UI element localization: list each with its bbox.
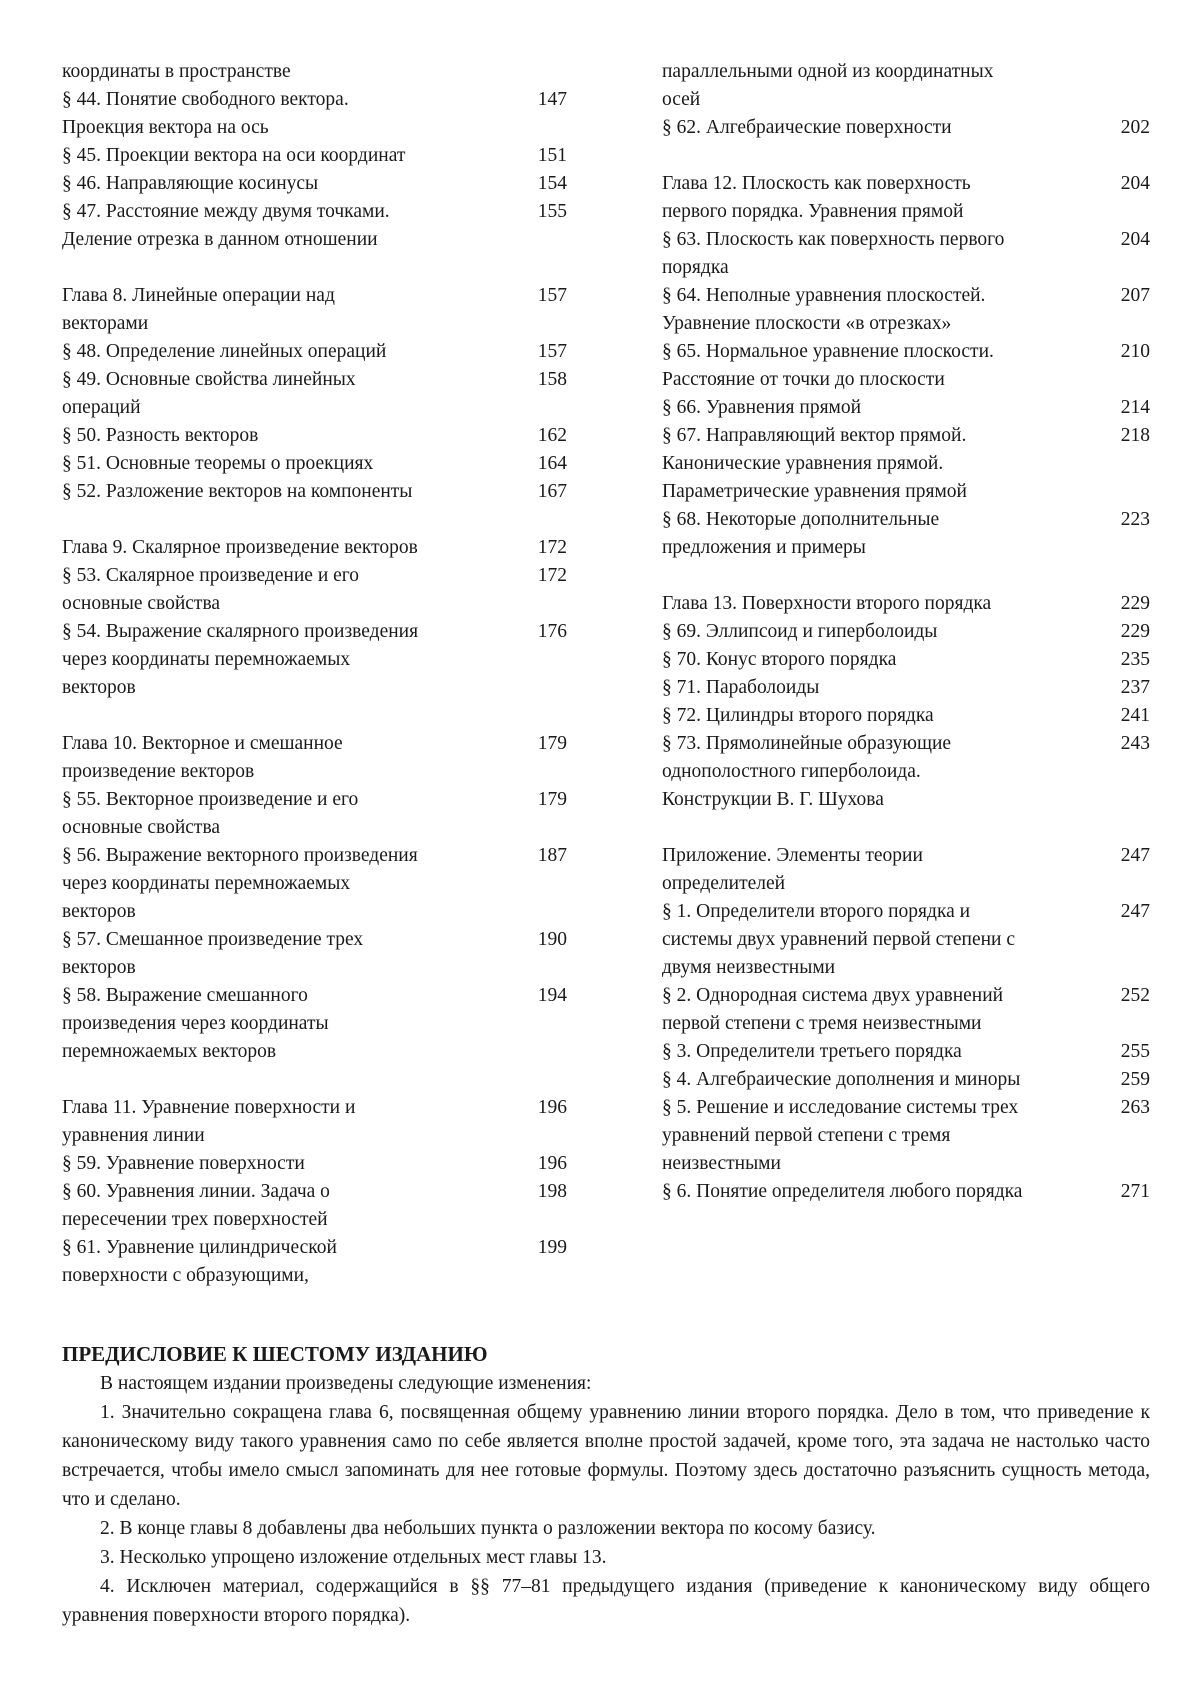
toc-entry-title: § 65. Нормальное уравнение плоскости. Расстояние от точки до плоскости	[662, 341, 994, 390]
toc-entry	[62, 786, 567, 842]
toc-entry-title: § 60. Уравнения линии. Задача о пересечении трех поверхностей	[62, 1181, 330, 1230]
toc-entry-title: § 59. Уравнение поверхности	[62, 1153, 305, 1174]
toc-entry-page: 155	[537, 201, 567, 222]
toc-entry-page: 190	[537, 929, 567, 950]
toc-entry	[62, 142, 567, 170]
toc-entry-page: 179	[537, 733, 567, 754]
toc-left-column	[62, 58, 567, 1290]
toc-entry-page: 158	[537, 369, 567, 390]
toc-entry-title: § 1. Определители второго порядка и системы двух уравнений первой степени с двумя неизвестными	[662, 901, 1016, 978]
toc-entry	[662, 58, 1150, 114]
preface-paragraph: 1. Значительно сокращена глава 6, посвященная общему уравнению линии второго порядка. Дело в том, что приведение к каноническому виду такого уравнения само по себе является вполне простой задачей, кроме того, эта задача не настолько часто встречается, чтобы имело смысл запоминать для нее готовые формулы. Поэтому здесь достаточно разъяснить сущность метода, что и сделано.	[62, 1402, 1150, 1510]
toc-entry-title: Глава 12. Плоскость как поверхность первого порядка. Уравнения прямой	[662, 173, 971, 222]
toc-entry-page: 196	[537, 1153, 567, 1174]
toc-entry-page: 176	[537, 621, 567, 642]
toc-entry-page: 263	[1120, 1097, 1150, 1118]
toc-entry-page: 255	[1120, 1041, 1150, 1062]
toc-entry-title: Приложение. Элементы теории определителей	[662, 845, 923, 894]
toc-entry	[62, 198, 567, 254]
toc-entry	[62, 926, 567, 982]
toc-entry-page: 229	[1120, 593, 1150, 614]
toc-entry-page: 157	[537, 341, 567, 362]
toc-entry-title: § 49. Основные свойства линейных операций	[62, 369, 356, 418]
toc-chapter-entry	[62, 1094, 567, 1150]
toc-entry	[62, 422, 567, 450]
toc-entry-page: 243	[1120, 733, 1150, 754]
toc-entry	[62, 450, 567, 478]
toc-entry	[662, 982, 1150, 1038]
table-of-contents	[62, 58, 1150, 1290]
toc-entry-title: § 62. Алгебраические поверхности	[662, 117, 952, 138]
toc-chapter-entry	[62, 282, 567, 338]
toc-entry	[662, 394, 1150, 422]
toc-entry-title: § 58. Выражение смешанного произведения через координаты перемножаемых векторов	[62, 985, 329, 1062]
toc-entry-title: § 2. Однородная система двух уравнений первой степени с тремя неизвестными	[662, 985, 1004, 1034]
toc-entry-title: параллельными одной из координатных осей	[662, 61, 994, 110]
toc-entry-title: координаты в пространстве	[62, 61, 291, 82]
toc-entry-title: § 69. Эллипсоид и гиперболоиды	[662, 621, 938, 642]
toc-entry-page: 167	[537, 481, 567, 502]
toc-entry-title: § 72. Цилиндры второго порядка	[662, 705, 934, 726]
toc-right-column	[662, 58, 1150, 1290]
toc-entry	[62, 338, 567, 366]
toc-entry	[62, 1234, 567, 1290]
toc-entry-page: 172	[537, 565, 567, 586]
toc-entry	[662, 282, 1150, 338]
toc-entry	[62, 86, 567, 142]
toc-entry-title: § 66. Уравнения прямой	[662, 397, 862, 418]
toc-entry-page: 162	[537, 425, 567, 446]
toc-entry-title: Глава 9. Скалярное произведение векторов	[62, 537, 418, 558]
toc-entry	[662, 702, 1150, 730]
toc-entry	[662, 898, 1150, 982]
toc-entry-title: Глава 8. Линейные операции над векторами	[62, 285, 335, 334]
toc-entry-page: 164	[537, 453, 567, 474]
toc-entry-page: 237	[1120, 677, 1150, 698]
toc-entry-title: § 56. Выражение векторного произведения через координаты перемножаемых векторов	[62, 845, 418, 922]
preface-body	[62, 1369, 1150, 1630]
toc-entry	[662, 1094, 1150, 1178]
toc-entry	[662, 1066, 1150, 1094]
toc-entry	[62, 1178, 567, 1234]
toc-entry-page: 194	[537, 985, 567, 1006]
preface-title: ПРЕДИСЛОВИЕ К ШЕСТОМУ ИЗДАНИЮ	[62, 1342, 488, 1366]
toc-entry-page: 196	[537, 1097, 567, 1118]
toc-entry-page: 223	[1120, 509, 1150, 530]
toc-entry	[662, 674, 1150, 702]
toc-entry	[62, 618, 567, 702]
toc-entry-title: § 67. Направляющий вектор прямой. Канонические уравнения прямой. Параметрические уравнения прямой	[662, 425, 967, 502]
toc-entry-title: § 48. Определение линейных операций	[62, 341, 387, 362]
toc-entry-page: 229	[1120, 621, 1150, 642]
toc-chapter-entry	[662, 842, 1150, 898]
toc-entry-page: 147	[537, 89, 567, 110]
preface-paragraph: 2. В конце главы 8 добавлены два небольших пункта о разложении вектора по косому базису.	[100, 1518, 876, 1539]
toc-entry-title: § 73. Прямолинейные образующие однополостного гиперболоида. Конструкции В. Г. Шухова	[662, 733, 952, 810]
toc-entry-page: 187	[537, 845, 567, 866]
toc-entry-title: § 61. Уравнение цилиндрической поверхности с образующими,	[62, 1237, 337, 1286]
toc-entry-title: Глава 11. Уравнение поверхности и уравнения линии	[62, 1097, 356, 1146]
toc-entry-page: 157	[537, 285, 567, 306]
toc-entry-title: § 52. Разложение векторов на компоненты	[62, 481, 413, 502]
toc-entry	[62, 842, 567, 926]
toc-entry	[62, 562, 567, 618]
toc-chapter-entry	[62, 534, 567, 562]
toc-entry-page: 247	[1120, 901, 1150, 922]
toc-entry-title: Глава 10. Векторное и смешанное произведение векторов	[62, 733, 343, 782]
toc-entry	[662, 226, 1150, 282]
preface	[62, 1339, 1150, 1630]
toc-entry-title: § 46. Направляющие косинусы	[62, 173, 319, 194]
toc-entry	[662, 338, 1150, 394]
toc-entry	[62, 982, 567, 1066]
toc-entry-page: 252	[1120, 985, 1150, 1006]
toc-entry-title: § 51. Основные теоремы о проекциях	[62, 453, 374, 474]
toc-entry-page: 241	[1120, 705, 1150, 726]
toc-entry-page: 198	[537, 1181, 567, 1202]
toc-entry-title: § 63. Плоскость как поверхность первого порядка	[662, 229, 1005, 278]
toc-entry-page: 179	[537, 789, 567, 810]
preface-paragraph: В настоящем издании произведены следующие изменения:	[100, 1373, 592, 1394]
toc-entry-page: 204	[1120, 173, 1150, 194]
toc-entry-page: 151	[537, 145, 567, 166]
toc-entry	[62, 170, 567, 198]
toc-entry-title: § 55. Векторное произведение и его основные свойства	[62, 789, 359, 838]
toc-entry-page: 259	[1120, 1069, 1150, 1090]
toc-entry	[662, 1038, 1150, 1066]
toc-entry-title: § 3. Определители третьего порядка	[662, 1041, 962, 1062]
toc-entry-title: § 47. Расстояние между двумя точками. Деление отрезка в данном отношении	[62, 201, 390, 250]
toc-entry-title: § 5. Решение и исследование системы трех уравнений первой степени с тремя неизвестными	[662, 1097, 1019, 1174]
toc-entry	[662, 618, 1150, 646]
toc-entry-title: § 45. Проекции вектора на оси координат	[62, 145, 406, 166]
toc-entry	[662, 506, 1150, 562]
toc-entry-title: § 6. Понятие определителя любого порядка	[662, 1181, 1023, 1202]
toc-entry-title: § 64. Неполные уравнения плоскостей. Уравнение плоскости «в отрезках»	[662, 285, 986, 334]
toc-entry-title: § 44. Понятие свободного вектора. Проекция вектора на ось	[62, 89, 349, 138]
toc-entry	[662, 646, 1150, 674]
toc-chapter-entry	[662, 170, 1150, 226]
toc-entry-page: 271	[1120, 1181, 1150, 1202]
toc-entry-page: 172	[537, 537, 567, 558]
toc-entry-page: 199	[537, 1237, 567, 1258]
toc-entry	[662, 730, 1150, 814]
toc-entry-page: 218	[1120, 425, 1150, 446]
toc-entry-title: § 57. Смешанное произведение трех векторов	[62, 929, 364, 978]
toc-entry-title: § 71. Параболоиды	[662, 677, 820, 698]
toc-entry-title: § 50. Разность векторов	[62, 425, 259, 446]
toc-entry-page: 202	[1120, 117, 1150, 138]
toc-entry	[62, 478, 567, 506]
toc-entry-title: § 53. Скалярное произведение и его основные свойства	[62, 565, 360, 614]
toc-entry-page: 207	[1120, 285, 1150, 306]
toc-entry-title: Глава 13. Поверхности второго порядка	[662, 593, 992, 614]
toc-entry	[662, 114, 1150, 142]
toc-entry-title: § 70. Конус второго порядка	[662, 649, 897, 670]
toc-entry-page: 235	[1120, 649, 1150, 670]
toc-entry	[62, 366, 567, 422]
toc-chapter-entry	[662, 590, 1150, 618]
toc-entry	[62, 1150, 567, 1178]
toc-entry-page: 204	[1120, 229, 1150, 250]
toc-entry-page: 210	[1120, 341, 1150, 362]
toc-entry	[662, 1178, 1150, 1206]
toc-entry-title: § 54. Выражение скалярного произведения через координаты перемножаемых векторов	[62, 621, 419, 698]
preface-paragraph: 4. Исключен материал, содержащийся в §§ 77–81 предыдущего издания (приведение к каноническому виду общего уравнения поверхности второго порядка).	[62, 1576, 1150, 1626]
toc-entry-title: § 4. Алгебраические дополнения и миноры	[662, 1069, 1021, 1090]
toc-chapter-entry	[62, 730, 567, 786]
preface-paragraph: 3. Несколько упрощено изложение отдельных мест главы 13.	[100, 1547, 607, 1568]
toc-entry	[662, 422, 1150, 506]
toc-entry	[62, 58, 567, 86]
toc-entry-title: § 68. Некоторые дополнительные предложения и примеры	[662, 509, 940, 558]
toc-entry-page: 154	[537, 173, 567, 194]
toc-entry-page: 214	[1120, 397, 1150, 418]
toc-entry-page: 247	[1120, 845, 1150, 866]
